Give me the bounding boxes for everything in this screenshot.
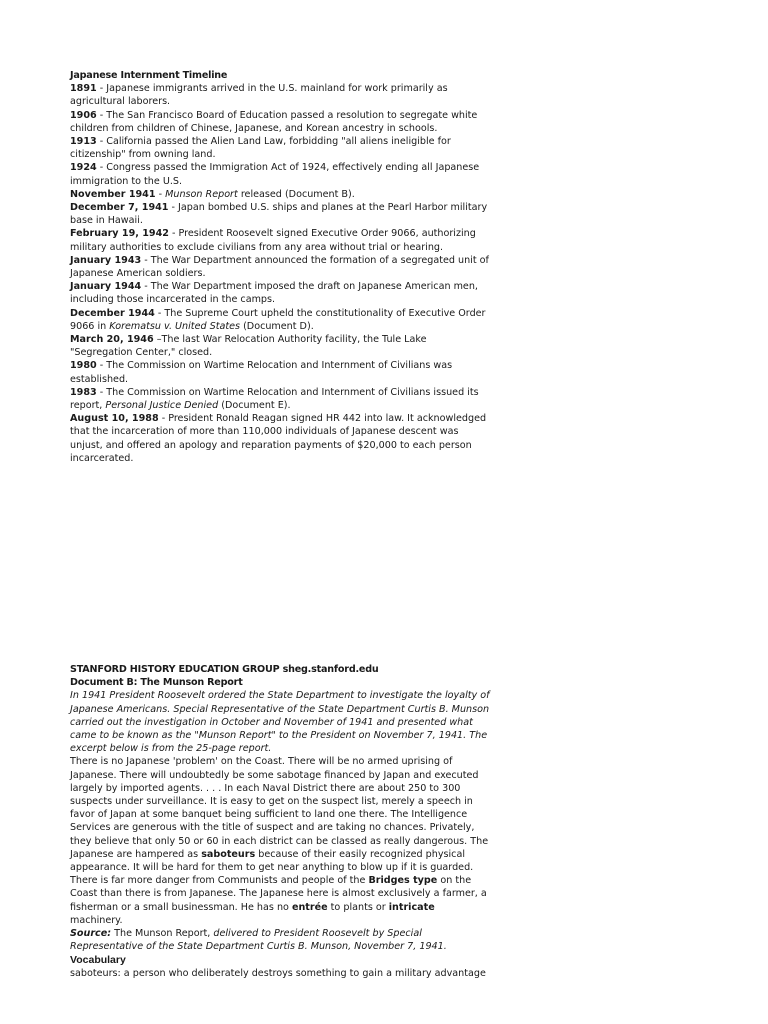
- text-run: The Munson Report,: [111, 928, 214, 940]
- vocab-term: entrée: [291, 901, 328, 913]
- text-run: (Document D).: [240, 320, 314, 332]
- text-run: - Japanese immigrants arrived in the U.S. mainland for work primarily as agricultural laborers.: [70, 83, 448, 108]
- document-excerpt: [70, 755, 490, 927]
- text-run: - The Commission on Wartime Relocation and Internment of Civilians was established.: [70, 360, 453, 385]
- timeline-date: January 1943: [70, 254, 142, 266]
- vocab-term: Bridges type: [368, 875, 438, 887]
- timeline-entry: [70, 359, 490, 385]
- source-label: Source:: [70, 928, 112, 940]
- timeline-entry: [70, 161, 490, 187]
- timeline-date: 1906: [70, 109, 97, 121]
- text-run: - The War Department announced the formation of a segregated unit of Japanese American soldiers.: [70, 254, 489, 280]
- text-run: -: [155, 188, 166, 200]
- timeline-date: 1924: [70, 162, 97, 174]
- timeline-date: March 20, 1946: [70, 334, 154, 346]
- timeline-date: 1913: [70, 136, 97, 148]
- timeline-entry: [70, 109, 490, 135]
- document-b-section: [70, 663, 490, 981]
- timeline-entry: [70, 82, 490, 108]
- text-run: - President Ronald Reagan signed HR 442 into law. It acknowledged that the incarceration of more than 110,000 individuals of Japanese descent was unjust, and offered an apology and reparation payments of $20,000 to each person incarcerated.: [70, 413, 487, 464]
- text-run: –The last War Relocation Authority facility, the Tule Lake "Segregation Center," closed.: [70, 334, 427, 359]
- timeline-entry: [70, 307, 490, 333]
- timeline-date: December 1944: [70, 307, 155, 319]
- timeline-date: 1983: [70, 386, 97, 398]
- text-run: - The War Department imposed the draft on Japanese American men, including those incarcerated in the camps.: [70, 281, 478, 306]
- italic-text: Munson Report: [165, 188, 238, 200]
- vocabulary-item: saboteurs: a person who deliberately destroys something to gain a military advantage: [70, 968, 486, 980]
- text-run: - California passed the Alien Land Law, forbidding "all aliens ineligible for citizenship" from owning land.: [70, 136, 451, 161]
- source-header: STANFORD HISTORY EDUCATION GROUP sheg.stanford.edu: [70, 664, 379, 675]
- text-run: because of their easily recognized physical appearance. It will be hard for them to get near anything to blow up if it is guarded. There is far more danger from Communists and people of the: [70, 848, 474, 887]
- text-run: on the Coast than there is from Japanese. The Japanese here is almost exclusively a farmer, a fisherman or a small businessman. He has no: [70, 875, 487, 913]
- timeline-date: December 7, 1941: [70, 202, 169, 214]
- timeline-date: 1891: [70, 83, 97, 95]
- timeline-entry: [70, 254, 490, 280]
- vocab-term: intricate: [388, 901, 435, 913]
- timeline-entry: [70, 135, 490, 161]
- document-intro: In 1941 President Roosevelt ordered the State Department to investigate the loyalty of Japanese Americans. Special Representative of the State Department Curtis B. Munson carried out the investigation in October and November of 1941 and presented what came to be known as the "Munson Report" to the President on November 7, 1941. The excerpt below is from the 25-page report.: [70, 690, 490, 755]
- timeline-entry: [70, 333, 490, 359]
- timeline-date: 1980: [70, 360, 97, 372]
- italic-text: Personal Justice Denied: [105, 400, 219, 412]
- text-run: There is no Japanese 'problem' on the Coast. There will be no armed uprising of Japanese. There will undoubtedly be some sabotage financed by Japan and executed largely by imported agents. . . . In each Naval District there are about 250 to 300 suspects under surveillance. It is easy to get on the suspect list, merely a speech in favor of Japan at some banquet being sufficient to land one there. The Intelligence Services are generous with the title of suspect and are taking no chances. Privately, they believe that only 50 or 60 in each district can be classed as really dangerous. The Japanese are hampered as: [70, 756, 489, 860]
- text-run: - The Supreme Court upheld the constitutionality of Executive Order 9066 in: [70, 307, 486, 332]
- text-run: machinery.: [70, 914, 123, 926]
- vocabulary-heading: Vocabulary: [70, 954, 126, 967]
- timeline-entry: [70, 201, 490, 227]
- timeline-section: [70, 69, 490, 465]
- text-run: - The San Francisco Board of Education passed a resolution to segregate white children from children of Chinese, Japanese, and Korean ancestry in schools.: [70, 109, 478, 134]
- vocab-term: saboteurs: [201, 848, 256, 860]
- timeline-entry: [70, 280, 490, 306]
- italic-text: delivered to President Roosevelt by Special Representative of the State Department Curtis B. Munson, November 7, 1941.: [70, 928, 447, 953]
- timeline-date: February 19, 1942: [70, 228, 169, 240]
- text-run: to plants or: [327, 901, 389, 913]
- text-run: - Japan bombed U.S. ships and planes at the Pearl Harbor military base in Hawaii.: [70, 202, 488, 227]
- timeline-entries: [70, 82, 490, 465]
- timeline-date: August 10, 1988: [70, 413, 159, 425]
- source-text: [70, 928, 447, 952]
- text-run: - Congress passed the Immigration Act of 1924, effectively ending all Japanese immigration to the U.S.: [70, 162, 480, 187]
- text-run: - The Commission on Wartime Relocation and Internment of Civilians issued its report,: [70, 386, 479, 412]
- text-run: released (Document B).: [237, 188, 355, 200]
- timeline-entry: [70, 188, 490, 201]
- document-source: [70, 927, 490, 953]
- timeline-entry: [70, 227, 490, 253]
- timeline-entry: [70, 386, 490, 412]
- timeline-date: November 1941: [70, 188, 156, 200]
- text-run: (Document E).: [218, 400, 291, 412]
- document-title: Document B: The Munson Report: [70, 677, 243, 689]
- text-run: - President Roosevelt signed Executive Order 9066, authorizing military authorities to exclude civilians from any area without trial or hearing.: [70, 228, 476, 253]
- timeline-title: Japanese Internment Timeline: [70, 70, 228, 81]
- italic-text: Korematsu v. United States: [109, 320, 241, 332]
- timeline-date: January 1944: [70, 281, 142, 293]
- timeline-entry: [70, 412, 490, 465]
